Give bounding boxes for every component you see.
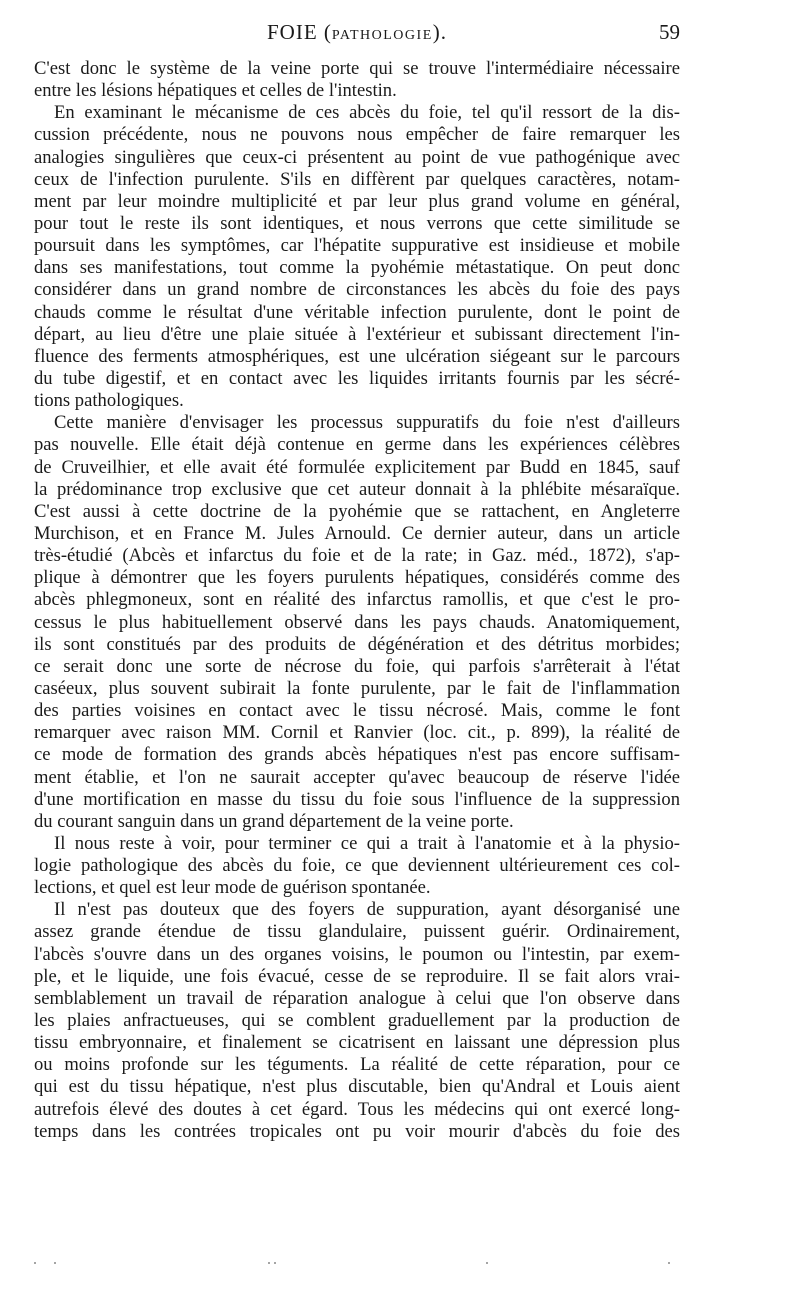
text-line: assez grande étendue de tissu glandulaire, puissent guérir. Ordinairement, (34, 921, 680, 943)
text-line: les plaies anfractueuses, qui se comblent graduellement par la production de (34, 1010, 680, 1032)
text-line: entre les lésions hépatiques et celles de l'intestin. (34, 80, 397, 102)
body-text (34, 58, 680, 1143)
text-line: cussion précédente, nous ne pouvons nous empêcher de faire remarquer les (34, 124, 680, 146)
text-line: Il n'est pas douteux que des foyers de suppuration, ayant désorganisé une (54, 899, 680, 921)
text-line: Murchison, et en France M. Jules Arnould. Ce dernier auteur, dans un article (34, 522, 680, 544)
text-line: pas nouvelle. Elle était déjà contenue en germe dans les expériences célèbres (34, 434, 680, 456)
text-line: cessus le plus habituellement observé dans les pays chauds. Anatomiquement, (34, 611, 680, 633)
text-line: ple, et le liquide, une fois évacué, cesse de se reproduire. Il se fait alors vrai- (34, 965, 680, 987)
speck (668, 1262, 670, 1264)
text-line: temps dans les contrées tropicales ont pu voir mourir d'abcès du foie des (34, 1120, 680, 1142)
text-line: ceux de l'infection purulente. S'ils en diffèrent par quelques caractères, notam- (34, 168, 680, 190)
text-line: dans ses manifestations, tout comme la pyohémie métastatique. On peut donc (34, 257, 680, 279)
text-line: tissu embryonnaire, et finalement se cicatrisent en laissant une dépression plus (34, 1032, 680, 1054)
text-line: poursuit dans les symptômes, car l'hépatite suppurative est insidieuse et mobile (34, 235, 680, 257)
text-line: très-étudié (Abcès et infarctus du foie et de la rate; in Gaz. méd., 1872), s'ap- (34, 545, 680, 567)
text-line: lections, et quel est leur mode de guérison spontanée. (34, 877, 431, 899)
text-line: C'est aussi à cette doctrine de la pyohémie que se rattachent, en Angleterre (34, 500, 680, 522)
text-line: caséeux, plus souvent subirait la fonte purulente, par le fait de l'inflammation (34, 677, 680, 699)
speck (54, 1262, 56, 1264)
text-line: la prédominance trop exclusive que cet auteur donnait à la phlébite mésaraïque. (34, 478, 680, 500)
text-line: analogies singulières que ceux-ci présentent au point de vue pathogénique avec (34, 146, 680, 168)
text-line: départ, au lieu d'être une plaie située à l'extérieur et subissant directement l'in- (34, 323, 680, 345)
speck (486, 1262, 488, 1264)
text-line: qui est du tissu hépatique, n'est plus discutable, bien qu'Andral et Louis aient (34, 1076, 680, 1098)
speck (34, 1262, 36, 1264)
speck (268, 1262, 270, 1264)
speck (274, 1262, 276, 1264)
page-number: 59 (659, 20, 680, 44)
text-line: abcès phlegmoneux, sont en réalité des infarctus ramollis, et que c'est le pro- (34, 589, 680, 611)
text-line: ce mode de formation des grands abcès hépatiques n'est pas encore suffisam- (34, 744, 680, 766)
text-line: pour tout le reste ils sont identiques, et nous verrons que cette similitude se (34, 212, 680, 234)
running-header (34, 20, 680, 52)
text-line: de Cruveilhier, et elle avait été formulée explicitement par Budd en 1845, sauf (34, 456, 680, 478)
text-line: du tube digestif, et en contact avec les liquides irritants fournis par les sécré- (34, 367, 680, 389)
text-line: d'une mortification en masse du tissu du foie sous l'influence de la suppression (34, 788, 680, 810)
page-title: FOIE (PATHOLOGIE). (267, 20, 447, 44)
text-line: l'abcès s'ouvre dans un des organes voisins, le poumon ou l'intestin, par exem- (34, 943, 680, 965)
text-line: fluence des ferments atmosphériques, est une ulcération siégeant sur le parcours (34, 345, 680, 367)
text-line: remarquer avec raison MM. Cornil et Ranvier (loc. cit., p. 899), la réalité de (34, 722, 680, 744)
text-line: du courant sanguin dans un grand département de la veine porte. (34, 810, 514, 832)
text-line: Il nous reste à voir, pour terminer ce qui a trait à l'anatomie et à la physio- (54, 832, 680, 854)
text-line: ment établie, et l'on ne saurait accepter qu'avec beaucoup de réserve l'idée (34, 766, 680, 788)
text-line: tions pathologiques. (34, 390, 184, 412)
text-line: ils sont constitués par des produits de dégénération et des détritus morbides; (34, 633, 680, 655)
text-line: logie pathologique des abcès du foie, ce que deviennent ultérieurement ces col- (34, 855, 680, 877)
text-line: ment par leur moindre multiplicité et par leur plus grand volume en général, (34, 190, 680, 212)
print-specks (34, 1262, 680, 1266)
text-line: En examinant le mécanisme de ces abcès du foie, tel qu'il ressort de la dis- (54, 102, 680, 124)
text-line: Cette manière d'envisager les processus suppuratifs du foie n'est d'ailleurs (54, 412, 680, 434)
text-line: autrefois élevé des doutes à cet égard. Tous les médecins qui ont exercé long- (34, 1098, 680, 1120)
text-line: plique à démontrer que les foyers purulents hépatiques, considérés comme des (34, 567, 680, 589)
text-line: chauds comme le résultat d'une véritable infection purulente, dont le point de (34, 301, 680, 323)
text-line: des parties voisines en contact avec le tissu nécrosé. Mais, comme le font (34, 700, 680, 722)
text-line: C'est donc le système de la veine porte qui se trouve l'intermédiaire nécessaire (34, 58, 680, 79)
text-line: considérer dans un grand nombre de circonstances les abcès du foie des pays (34, 279, 680, 301)
text-line: ou moins profonde sur les téguments. La réalité de cette réparation, pour ce (34, 1054, 680, 1076)
text-line: ce serait donc une sorte de nécrose du foie, qui parfois s'arrêterait à l'état (34, 655, 680, 677)
text-line: semblablement un travail de réparation analogue à celui que l'on observe dans (34, 987, 680, 1009)
